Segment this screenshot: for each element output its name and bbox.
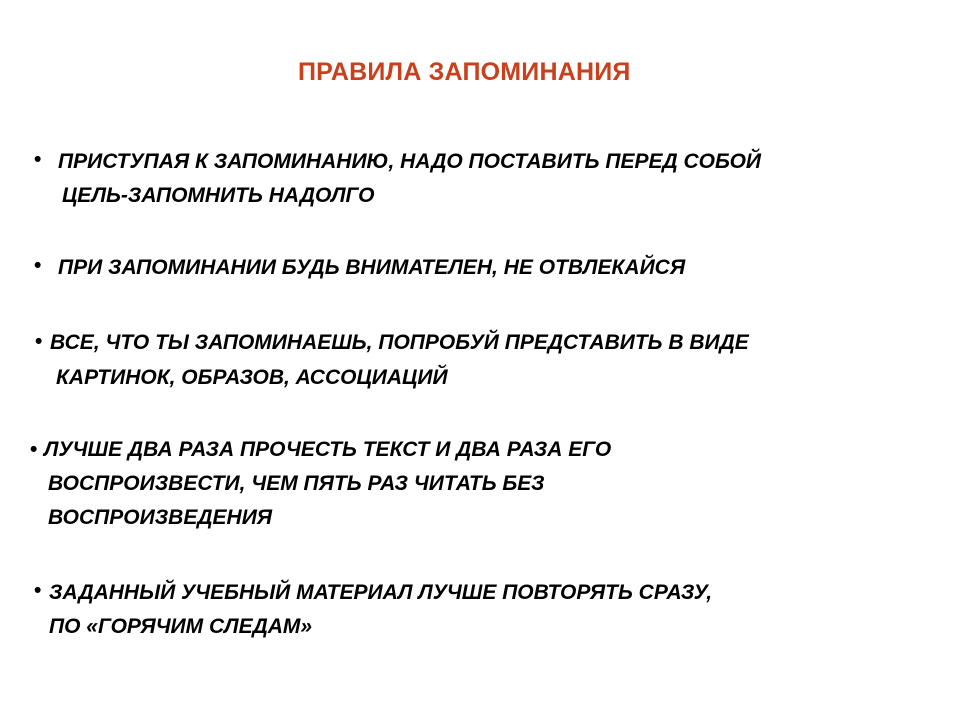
rule-4-line-2: ВОСПРОИЗВЕСТИ, ЧЕМ ПЯТЬ РАЗ ЧИТАТЬ БЕЗ xyxy=(48,472,545,495)
rule-4-line-3: ВОСПРОИЗВЕДЕНИЯ xyxy=(48,506,273,529)
rule-5-line-2: ПО «ГОРЯЧИМ СЛЕДАМ» xyxy=(49,615,313,638)
slide-title: ПРАВИЛА ЗАПОМИНАНИЯ xyxy=(298,58,631,86)
bullet-icon: • xyxy=(35,330,43,353)
rule-2-line-1: ПРИ ЗАПОМИНАНИИ БУДЬ ВНИМАТЕЛЕН, НЕ ОТВЛЕКАЙСЯ xyxy=(58,256,686,279)
bullet-icon: • xyxy=(34,254,42,277)
rule-3-line-1: ВСЕ, ЧТО ТЫ ЗАПОМИНАЕШЬ, ПОПРОБУЙ ПРЕДСТАВИТЬ В ВИДЕ xyxy=(50,331,749,354)
bullet-icon: • xyxy=(30,438,38,461)
rule-4-line-1: ЛУЧШЕ ДВА РАЗА ПРОЧЕСТЬ ТЕКСТ И ДВА РАЗА ЕГО xyxy=(44,438,612,461)
rule-1-line-1: ПРИСТУПАЯ К ЗАПОМИНАНИЮ, НАДО ПОСТАВИТЬ ПЕРЕД СОБОЙ xyxy=(58,150,762,173)
rule-3-line-2: КАРТИНОК, ОБРАЗОВ, АССОЦИАЦИЙ xyxy=(56,366,448,389)
rule-1-line-2: ЦЕЛЬ-ЗАПОМНИТЬ НАДОЛГО xyxy=(62,184,375,207)
bullet-icon: • xyxy=(34,148,42,171)
rule-5-line-1: ЗАДАННЫЙ УЧЕБНЫЙ МАТЕРИАЛ ЛУЧШЕ ПОВТОРЯТЬ СРАЗУ, xyxy=(49,581,713,604)
bullet-icon: • xyxy=(34,579,42,602)
